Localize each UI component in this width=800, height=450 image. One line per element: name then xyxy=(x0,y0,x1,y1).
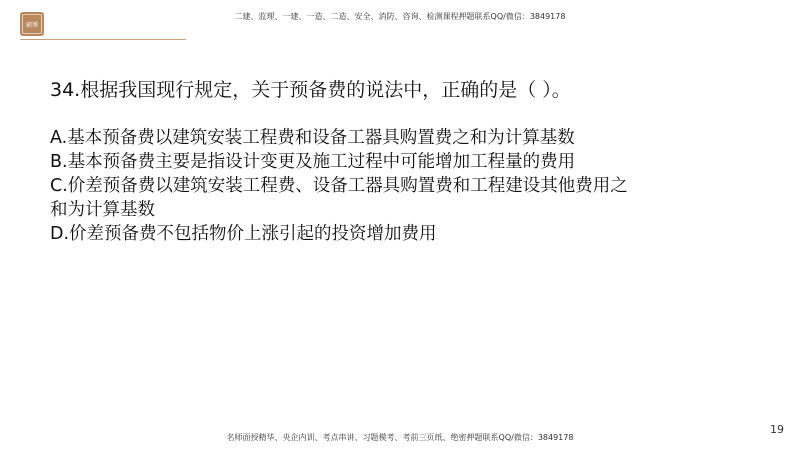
header-contact-text: 二建、监理、一建、一造、二造、安全、消防、咨询、检测课程押题联系QQ/微信：3849178 xyxy=(234,12,566,21)
footer-contact-text: 名师面授精华、央企内训、考点串讲、习题模考、考前三页纸、绝密押题联系QQ/微信：3849178 xyxy=(226,433,574,442)
page-number: 19 xyxy=(770,423,784,436)
option-a: A.基本预备费以建筑安装工程费和设备工器具购置费之和为计算基数 xyxy=(50,128,575,148)
question-block xyxy=(50,78,640,246)
option-d: D.价差预备费不包括物价上涨引起的投资增加费用 xyxy=(50,224,437,244)
option-c: C.价差预备费以建筑安装工程费、设备工器具购置费和工程建设其他费用之和为计算基数 xyxy=(50,176,628,220)
question-stem: 34.根据我国现行规定，关于预备费的说法中，正确的是（ ）。 xyxy=(50,79,571,101)
header-divider xyxy=(20,39,186,40)
option-b: B.基本预备费主要是指设计变更及施工过程中可能增加工程量的费用 xyxy=(50,152,576,172)
logo-text: 辅博 xyxy=(22,14,42,34)
